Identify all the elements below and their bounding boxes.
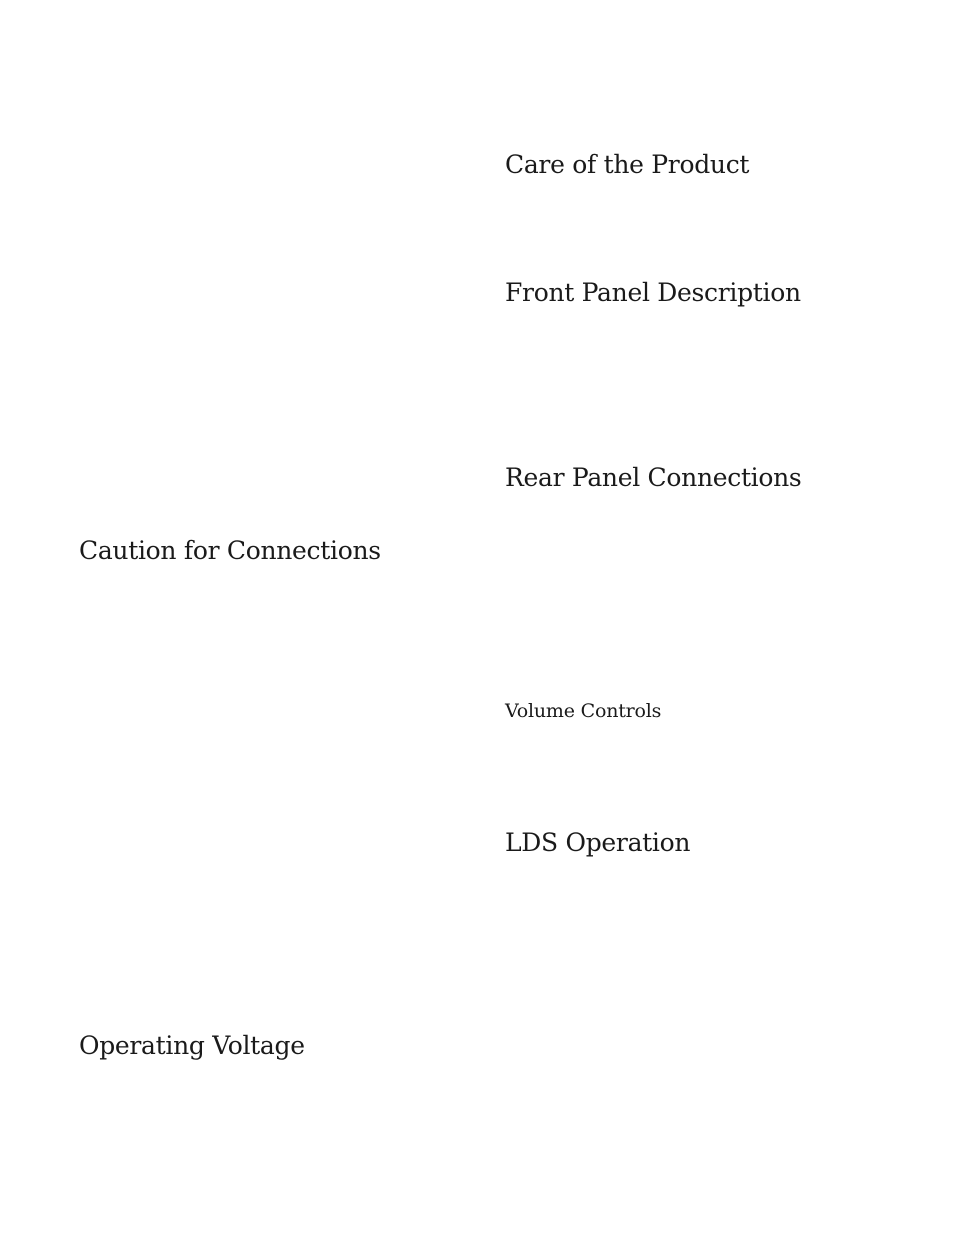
heading-care-of-the-product: Care of the Product — [505, 150, 750, 179]
heading-operating-voltage: Operating Voltage — [79, 1031, 305, 1060]
heading-volume-controls: Volume Controls — [505, 700, 662, 722]
heading-lds-operation: LDS Operation — [505, 828, 691, 857]
heading-rear-panel-connections: Rear Panel Connections — [505, 463, 802, 492]
heading-front-panel-description: Front Panel Description — [505, 278, 801, 307]
heading-caution-for-connections: Caution for Connections — [79, 536, 381, 565]
